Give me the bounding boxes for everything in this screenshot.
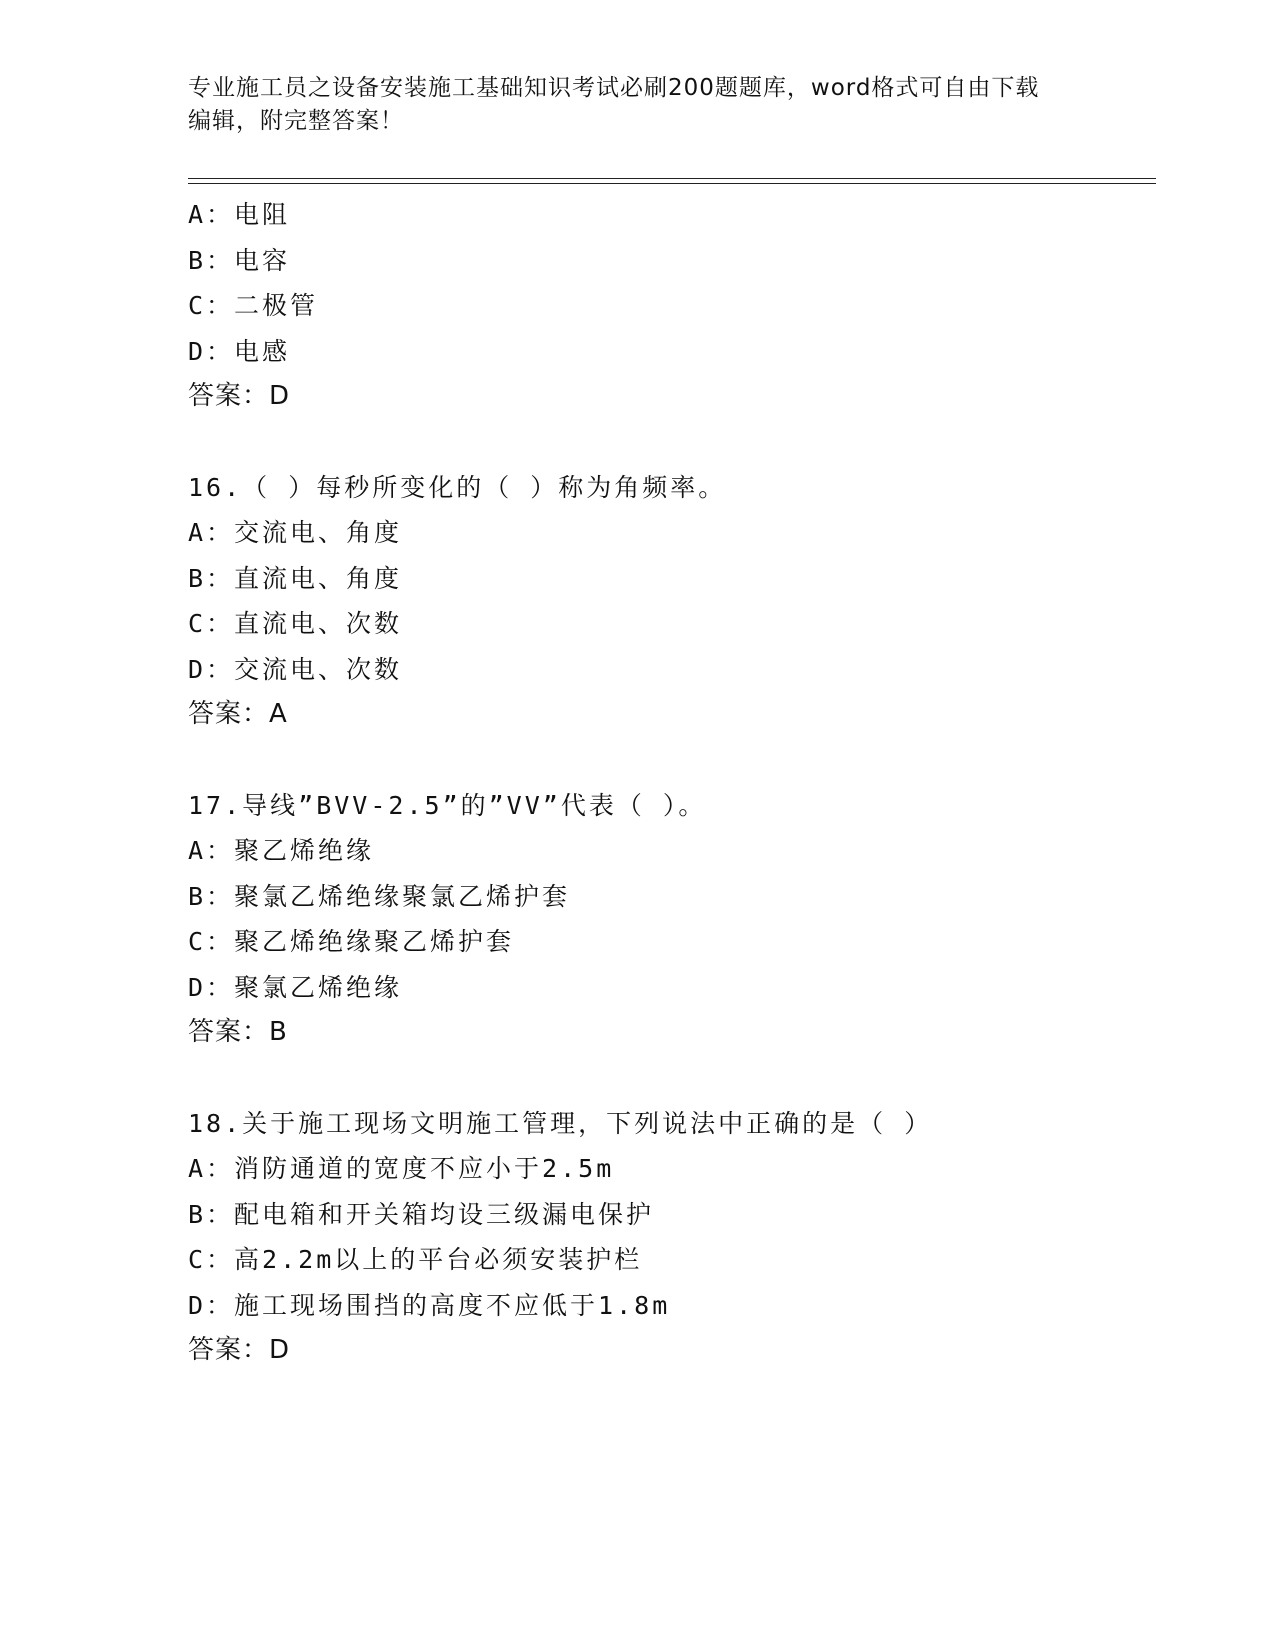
answer-line: 答案：D xyxy=(188,1335,291,1365)
option-d: D：电感 xyxy=(188,336,291,366)
option-b: B：聚氯乙烯绝缘聚氯乙烯护套 xyxy=(188,881,571,911)
option-d: D：聚氯乙烯绝缘 xyxy=(188,972,403,1002)
option-b: B：直流电、角度 xyxy=(188,563,403,593)
option-d: D：施工现场围挡的高度不应低于1.8m xyxy=(188,1290,671,1320)
spacer xyxy=(188,738,1156,783)
option-a: A：聚乙烯绝缘 xyxy=(188,836,375,865)
option-a: A：交流电、角度 xyxy=(188,518,403,547)
option-c: C：二极管 xyxy=(188,291,319,320)
question-stem: 18.关于施工现场文明施工管理，下列说法中正确的是（ ） xyxy=(188,1108,933,1138)
header-divider-bottom xyxy=(188,183,1156,184)
header-divider-top xyxy=(188,178,1156,179)
answer-line: 答案：B xyxy=(188,1017,288,1047)
answer-line: 答案：D xyxy=(188,381,291,411)
option-d: D：交流电、次数 xyxy=(188,654,403,684)
option-b: B：电容 xyxy=(188,245,291,275)
option-a: A：消防通道的宽度不应小于2.5m xyxy=(188,1154,615,1183)
question-stem: 16.（ ）每秒所变化的（ ）称为角频率。 xyxy=(188,472,727,502)
question-stem: 17.导线”BVV-2.5”的”VV”代表（ ）。 xyxy=(188,790,707,820)
question-16 xyxy=(188,465,1156,738)
document-header xyxy=(188,72,1088,138)
spacer xyxy=(188,1056,1156,1101)
option-c: C：聚乙烯绝缘聚乙烯护套 xyxy=(188,927,515,956)
question-17 xyxy=(188,783,1156,1056)
option-a: A：电阻 xyxy=(188,200,291,229)
answer-line: 答案：A xyxy=(188,699,288,729)
question-18 xyxy=(188,1101,1156,1374)
question-15-tail xyxy=(188,192,1156,420)
option-b: B：配电箱和开关箱均设三级漏电保护 xyxy=(188,1199,655,1229)
header-line-2: 编辑，附完整答案！ xyxy=(188,108,404,134)
option-c: C：直流电、次数 xyxy=(188,609,403,638)
header-line-1: 专业施工员之设备安装施工基础知识考试必刷200题题库，word格式可自由下载 xyxy=(188,75,1040,101)
question-list xyxy=(188,192,1156,1374)
option-c: C：高2.2m以上的平台必须安装护栏 xyxy=(188,1245,643,1274)
spacer xyxy=(188,420,1156,465)
